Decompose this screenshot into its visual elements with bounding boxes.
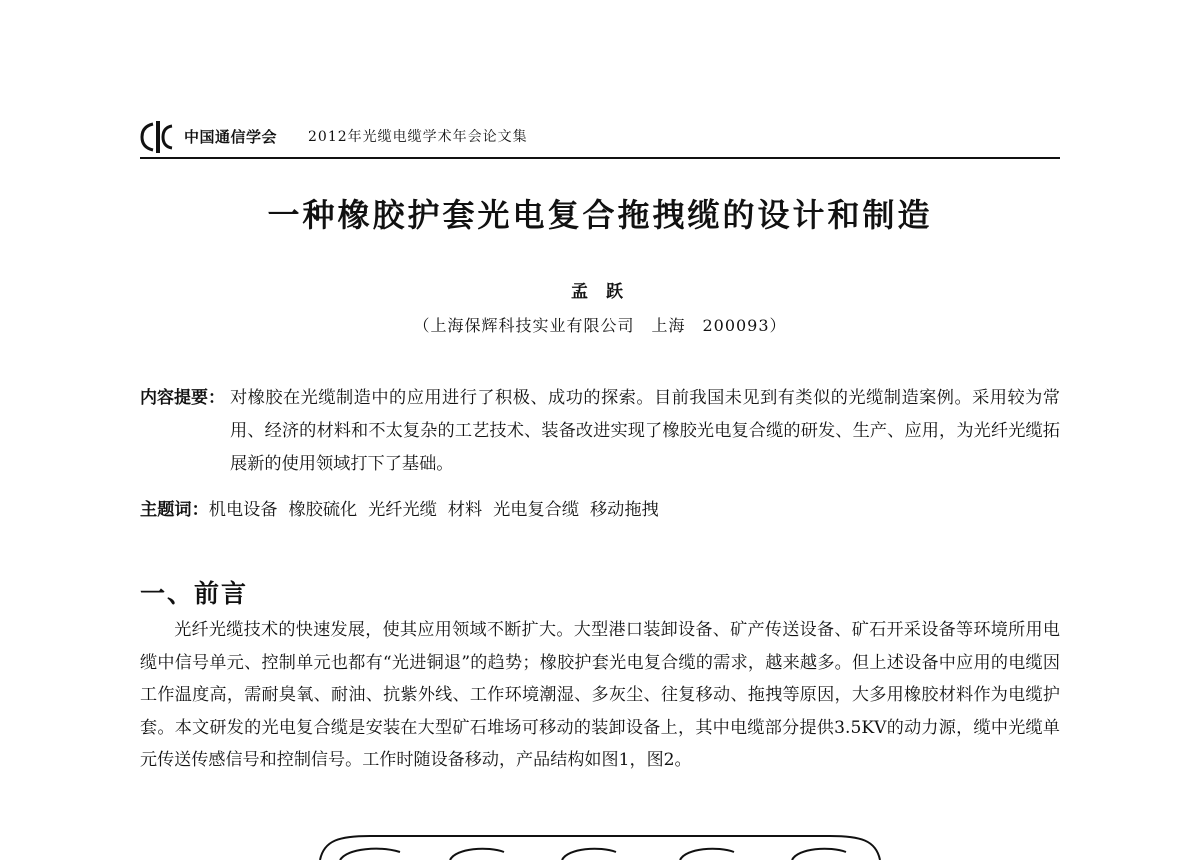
paper-title: 一种橡胶护套光电复合拖拽缆的设计和制造 [267, 196, 933, 234]
cic-logo-icon [140, 120, 180, 154]
abstract-text: 对橡胶在光缆制造中的应用进行了积极、成功的探索。目前我国未见到有类似的光缆制造案例。采用较为常用、经济的材料和不太复杂的工艺技术、装备改进实现了橡胶光电复合缆的研发、生产、应用，为光纤光缆拓展新的使用领域打下了基础。 [230, 388, 1060, 474]
abstract-label: 内容提要： [140, 388, 225, 408]
keywords-label: 主题词： [140, 500, 209, 520]
header-proceedings: 2012年光缆电缆学术年会论文集 [308, 129, 528, 145]
section-heading: 一、前言 [140, 579, 249, 608]
cable-cross-section-figure [300, 830, 900, 860]
running-header [140, 120, 1060, 156]
keywords-block [140, 495, 1060, 525]
abstract-block [140, 382, 1060, 481]
section-paragraph: 光纤光缆技术的快速发展，使其应用领域不断扩大。大型港口装卸设备、矿产传送设备、矿石开采设备等环境所用电缆中信号单元、控制单元也都有“光进铜退”的趋势；橡胶护套光电复合缆的需求，越来越多。但上述设备中应用的电缆因工作温度高，需耐臭氧、耐油、抗紫外线、工作环境潮湿、多灰尘、往复移动、拖拽等原因，大多用橡胶材料作为电缆护套。本文研发的光电复合缆是安装在大型矿石堆场可移动的装卸设备上，其中电缆部分提供3.5KV的动力源，缆中光缆单元传送传感信号和控制信号。工作时随设备移动，产品结构如图1，图2。 [140, 620, 1060, 771]
paper-affiliation: （上海保辉科技实业有限公司 上海 200093） [413, 316, 787, 335]
header-divider [140, 157, 1060, 159]
keywords-text: 机电设备 橡胶硫化 光纤光缆 材料 光电复合缆 移动拖拽 [208, 500, 659, 520]
header-organization: 中国通信学会 [184, 128, 278, 146]
paper-author: 孟 跃 [571, 282, 629, 302]
